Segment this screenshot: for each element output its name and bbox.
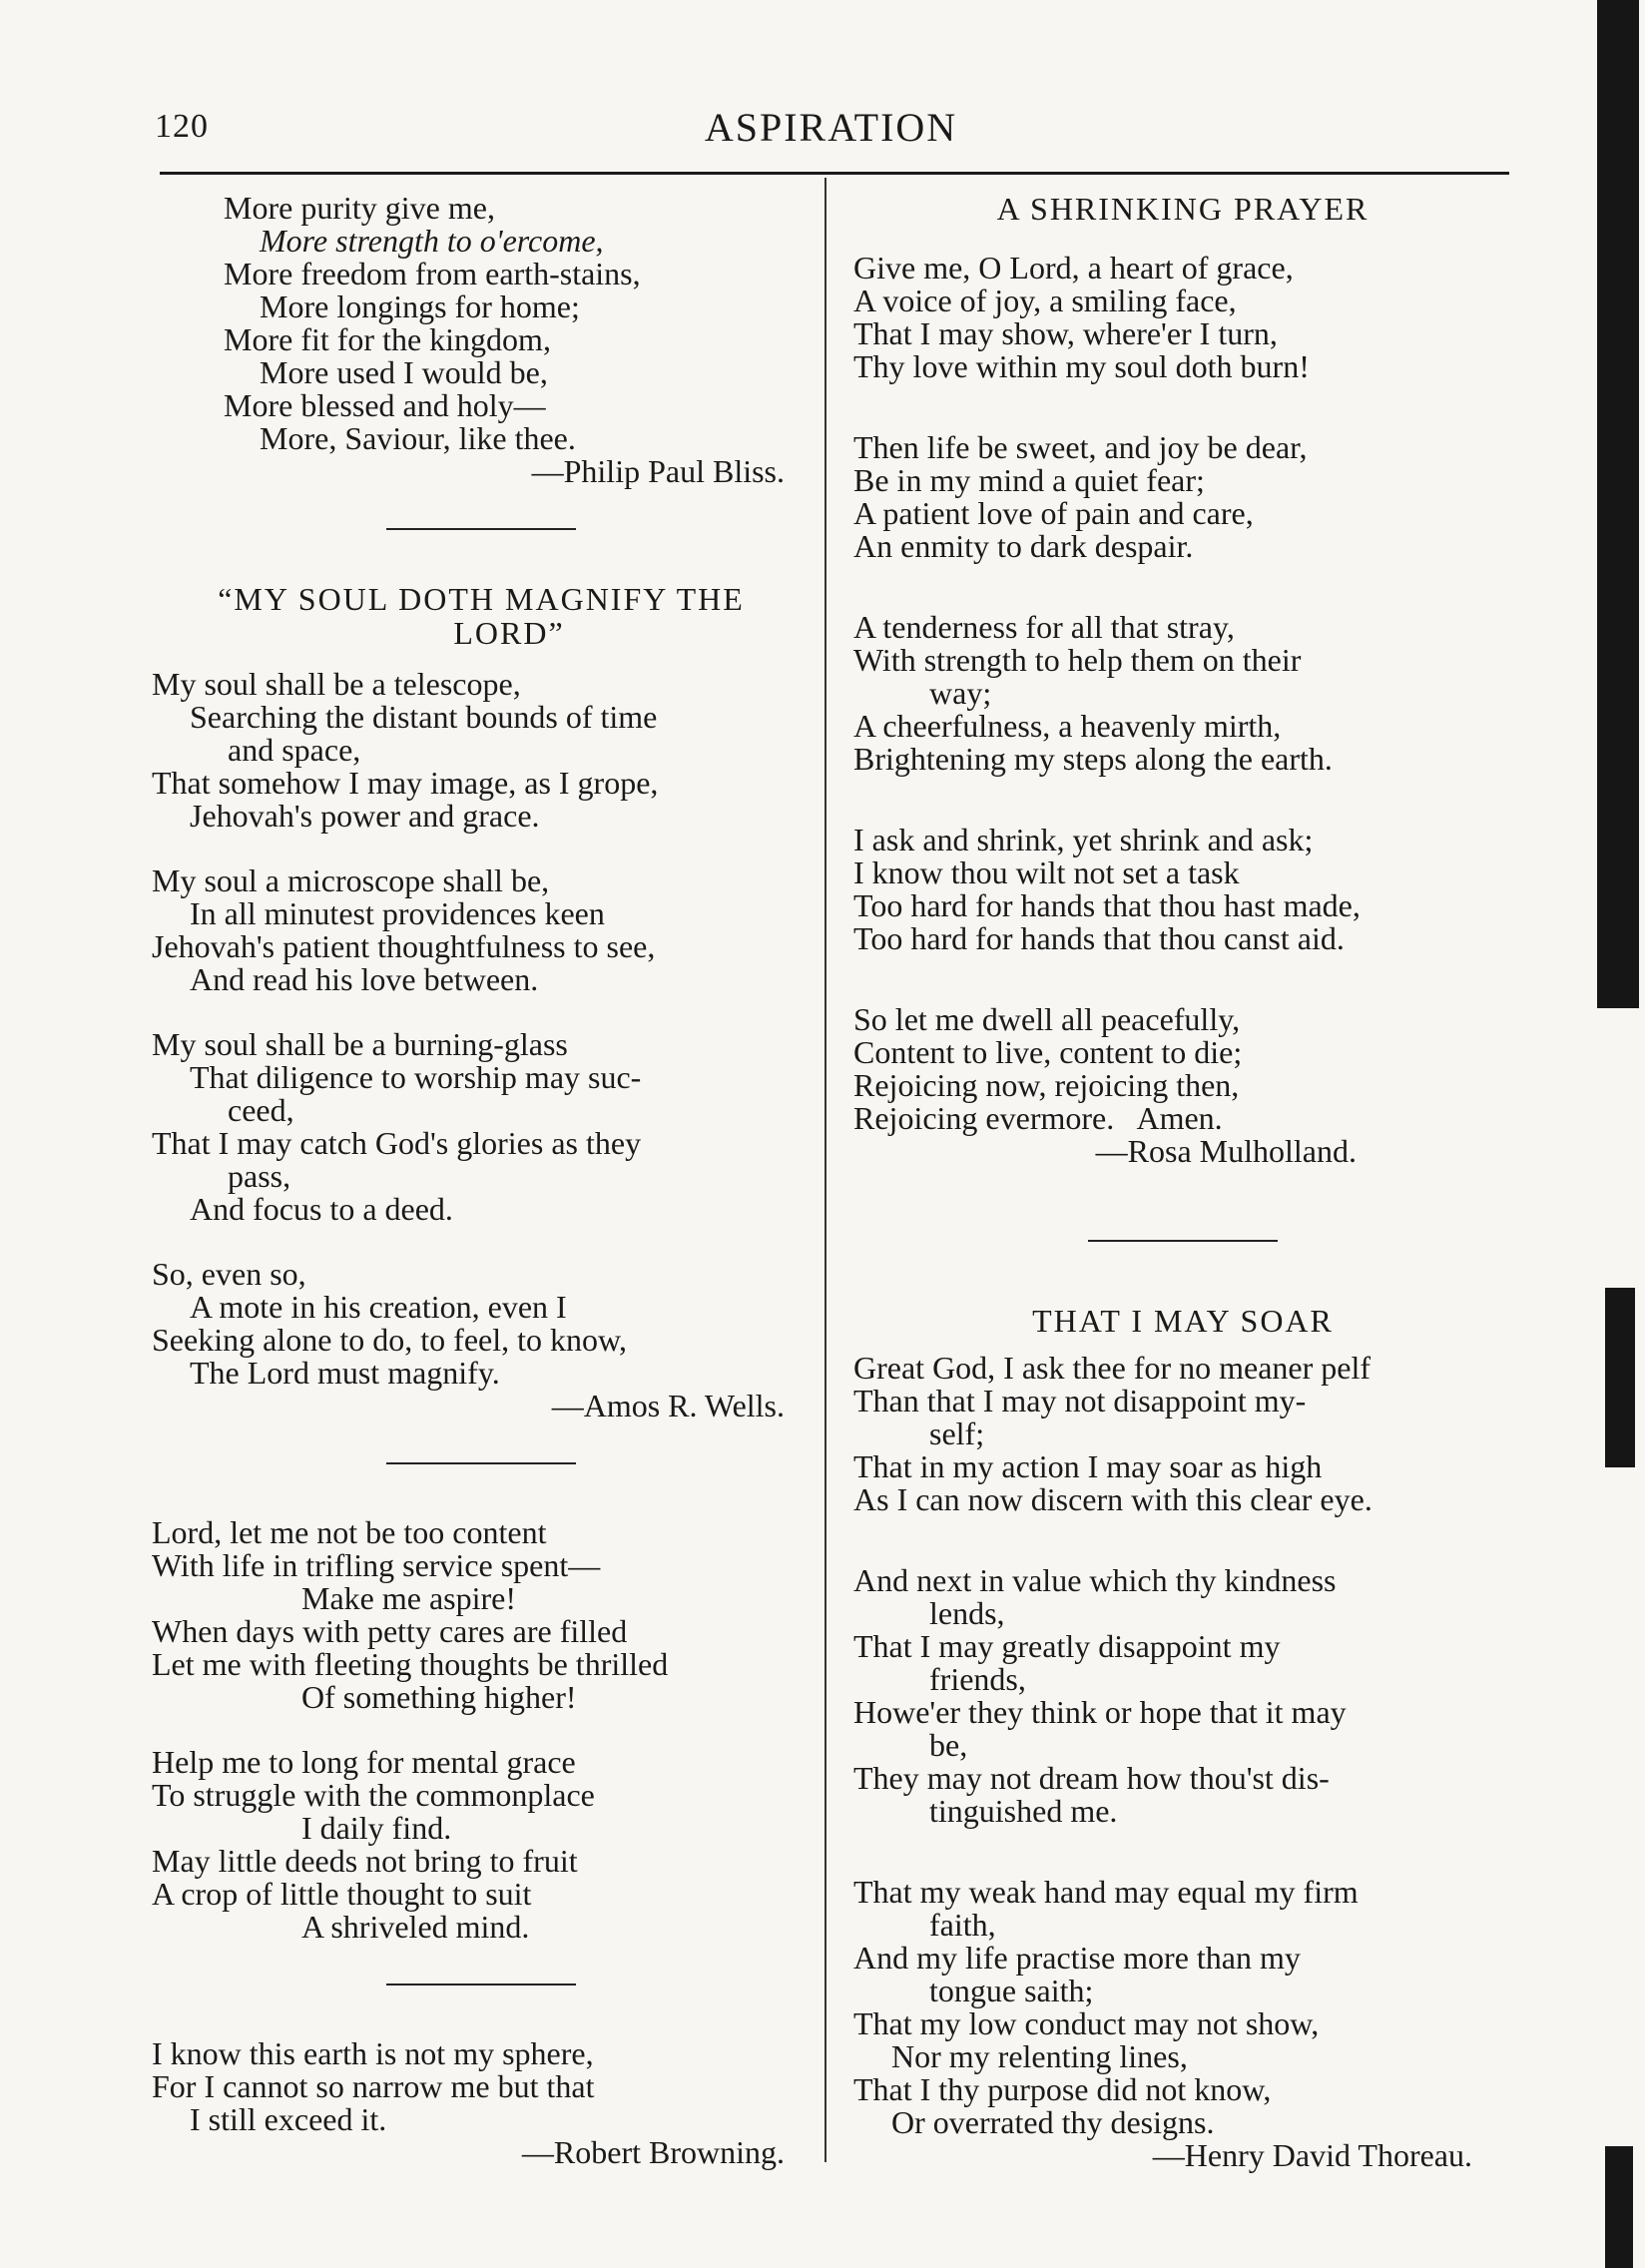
poem-line: Content to live, content to die;: [853, 1034, 1243, 1070]
poem-line: way;: [929, 675, 992, 711]
poem-line: As I can now discern with this clear eye.: [853, 1481, 1372, 1517]
poem-line: I know this earth is not my sphere,: [152, 2035, 594, 2071]
poem-line: And my life practise more than my: [853, 1940, 1301, 1976]
stanza: [152, 1258, 811, 1422]
poem-line: That my low conduct may not show,: [853, 2005, 1320, 2041]
poem-line: More used I would be,: [260, 354, 548, 390]
scan-shadow: [1605, 2146, 1633, 2268]
stanza: [853, 431, 1512, 563]
poem-line: And read his love between.: [190, 961, 539, 997]
poem-line: More purity give me,: [224, 190, 495, 226]
poem-line: That I may show, where'er I turn,: [853, 315, 1278, 351]
poem-line: That diligence to worship may suc-: [190, 1059, 642, 1095]
poem-line: and space,: [228, 732, 361, 768]
poem-line: friends,: [929, 1661, 1026, 1697]
poem-line: Jehovah's patient thoughtfulness to see,: [152, 928, 656, 964]
poem-line: So, even so,: [152, 1256, 306, 1292]
poem-line: Rejoicing evermore. Amen.: [853, 1100, 1223, 1136]
poem-line: My soul shall be a telescope,: [152, 666, 521, 702]
poem-line: Searching the distant bounds of time: [190, 699, 658, 735]
poem-line: The Lord must magnify.: [190, 1355, 500, 1391]
poem-line: More longings for home;: [260, 288, 580, 324]
column-separator: [824, 178, 826, 2162]
poem-line: Help me to long for mental grace: [152, 1744, 576, 1780]
stanza: [853, 1564, 1512, 1828]
stanza: [853, 824, 1512, 955]
poem-line: A voice of joy, a smiling face,: [853, 283, 1237, 318]
poem-line: With strength to help them on their: [853, 642, 1302, 678]
poem-author: —Robert Browning.: [521, 2134, 785, 2170]
poem-line: That I thy purpose did not know,: [853, 2071, 1272, 2107]
poem-line: Jehovah's power and grace.: [190, 798, 540, 834]
poem-author: —Henry David Thoreau.: [1152, 2137, 1472, 2173]
poem-line: More, Saviour, like thee.: [260, 420, 576, 456]
poem-line: faith,: [929, 1907, 996, 1943]
scan-shadow: [1597, 0, 1639, 1008]
poem-aspire: [152, 1516, 811, 1944]
poem-author: —Philip Paul Bliss.: [531, 453, 785, 489]
poem-line: I daily find.: [301, 1810, 452, 1846]
section-divider: [386, 1462, 576, 1464]
poem-line: And focus to a deed.: [190, 1191, 453, 1227]
poem-line: Brightening my steps along the earth.: [853, 741, 1333, 777]
right-column: [853, 192, 1512, 2172]
stanza: [152, 864, 811, 996]
stanza: [152, 1028, 811, 1226]
poem-line: More fit for the kingdom,: [224, 321, 551, 357]
poem-line: More freedom from earth-stains,: [224, 256, 641, 291]
poem-line: Too hard for hands that thou hast made,: [853, 887, 1361, 923]
stanza: [853, 1352, 1512, 1516]
poem-line: Lord, let me not be too content: [152, 1514, 547, 1550]
poem-line: Nor my relenting lines,: [891, 2038, 1188, 2074]
poem-line: be,: [929, 1727, 968, 1763]
poem-title: THAT I MAY SOAR: [1032, 1303, 1334, 1339]
poem-line: A patient love of pain and care,: [853, 495, 1254, 531]
poem-shrinking-prayer: [853, 192, 1512, 1168]
poem-line: Howe'er they think or hope that it may: [853, 1694, 1347, 1730]
poem-line: So let me dwell all peacefully,: [853, 1001, 1241, 1037]
poem-line: Thy love within my soul doth burn!: [853, 348, 1310, 384]
poem-author: —Amos R. Wells.: [551, 1388, 785, 1423]
stanza: [853, 611, 1512, 776]
poem-author: —Rosa Mulholland.: [1095, 1133, 1357, 1169]
poem-title: A SHRINKING PRAYER: [996, 191, 1370, 227]
poem-title: “MY SOUL DOTH MAGNIFY THE LORD”: [218, 581, 745, 651]
poem-line: That my weak hand may equal my firm: [853, 1874, 1359, 1910]
poem-line: Make me aspire!: [301, 1580, 517, 1616]
poem-line: Than that I may not disappoint my-: [853, 1383, 1307, 1418]
poem-line: For I cannot so narrow me but that: [152, 2068, 595, 2104]
stanza: [853, 252, 1512, 383]
poem-that-i-may-soar: [853, 1304, 1512, 2172]
section-divider: [386, 528, 576, 530]
poem-line: ceed,: [228, 1092, 294, 1128]
poem-line: More blessed and holy—: [224, 387, 546, 423]
stanza: [853, 1003, 1512, 1168]
poem-line: An enmity to dark despair.: [853, 528, 1194, 564]
poem-line: When days with petty cares are filled: [152, 1613, 628, 1649]
stanza: [853, 1876, 1512, 2172]
poem-line: Of something higher!: [301, 1679, 577, 1715]
poem-line: Or overrated thy designs.: [891, 2104, 1215, 2140]
poem-line: I still exceed it.: [190, 2101, 387, 2137]
poem-line: Then life be sweet, and joy be dear,: [853, 429, 1308, 465]
poem-line: Be in my mind a quiet fear;: [853, 462, 1205, 498]
poem-line: My soul a microscope shall be,: [152, 862, 550, 898]
poem-line: tongue saith;: [929, 1973, 1094, 2008]
stanza: [152, 1746, 811, 1944]
scan-shadow: [1605, 1288, 1635, 1467]
page-number: 120: [155, 108, 209, 145]
poem-line: Give me, O Lord, a heart of grace,: [853, 250, 1294, 285]
scan-binding-edge: [1593, 0, 1645, 2268]
poem-line: To struggle with the commonplace: [152, 1777, 595, 1813]
poem-line: I ask and shrink, yet shrink and ask;: [853, 822, 1314, 857]
page-header: [155, 104, 1507, 154]
poem-line: In all minutest providences keen: [190, 895, 605, 931]
poem-line: lends,: [929, 1595, 1005, 1631]
poem-line: And next in value which thy kindness: [853, 1562, 1337, 1598]
poem-line: Rejoicing now, rejoicing then,: [853, 1067, 1240, 1103]
poem-line: That I may catch God's glories as they: [152, 1125, 642, 1161]
poem-line: Seeking alone to do, to feel, to know,: [152, 1322, 628, 1358]
poem-line: A crop of little thought to suit: [152, 1876, 532, 1912]
poem-line: More strength to o'ercome,: [260, 223, 604, 259]
poem-magnify: [152, 582, 811, 1422]
poem-line: Too hard for hands that thou canst aid.: [853, 920, 1345, 956]
stanza: [152, 1516, 811, 1714]
poem-line: That somehow I may image, as I grope,: [152, 765, 659, 801]
poem-line: I know thou wilt not set a task: [853, 854, 1240, 890]
section-divider: [1088, 1240, 1278, 1242]
poem-line: My soul shall be a burning-glass: [152, 1026, 568, 1062]
poem-line: A shriveled mind.: [301, 1909, 530, 1945]
poem-line: They may not dream how thou'st dis-: [853, 1760, 1330, 1796]
left-column: [152, 192, 811, 2169]
poem-browning: [152, 2037, 811, 2169]
poem-line: Let me with fleeting thoughts be thrilled: [152, 1646, 669, 1682]
header-rule: [160, 172, 1509, 175]
poem-line: That I may greatly disappoint my: [853, 1628, 1281, 1664]
poem-line: tinguished me.: [929, 1793, 1118, 1829]
poem-line: pass,: [228, 1158, 291, 1194]
poem-line: A cheerfulness, a heavenly mirth,: [853, 708, 1282, 744]
section-divider: [386, 1984, 576, 1985]
poem-line: Great God, I ask thee for no meaner pelf: [853, 1350, 1371, 1386]
poem-line: May little deeds not bring to fruit: [152, 1843, 578, 1879]
stanza: [152, 668, 811, 833]
poem-bliss: [152, 192, 811, 488]
poem-line: A tenderness for all that stray,: [853, 609, 1235, 645]
poem-line: A mote in his creation, even I: [190, 1289, 567, 1325]
poem-line: self;: [929, 1416, 985, 1451]
running-title: ASPIRATION: [704, 105, 958, 150]
poem-line: With life in trifling service spent—: [152, 1547, 601, 1583]
poem-line: That in my action I may soar as high: [853, 1448, 1323, 1484]
